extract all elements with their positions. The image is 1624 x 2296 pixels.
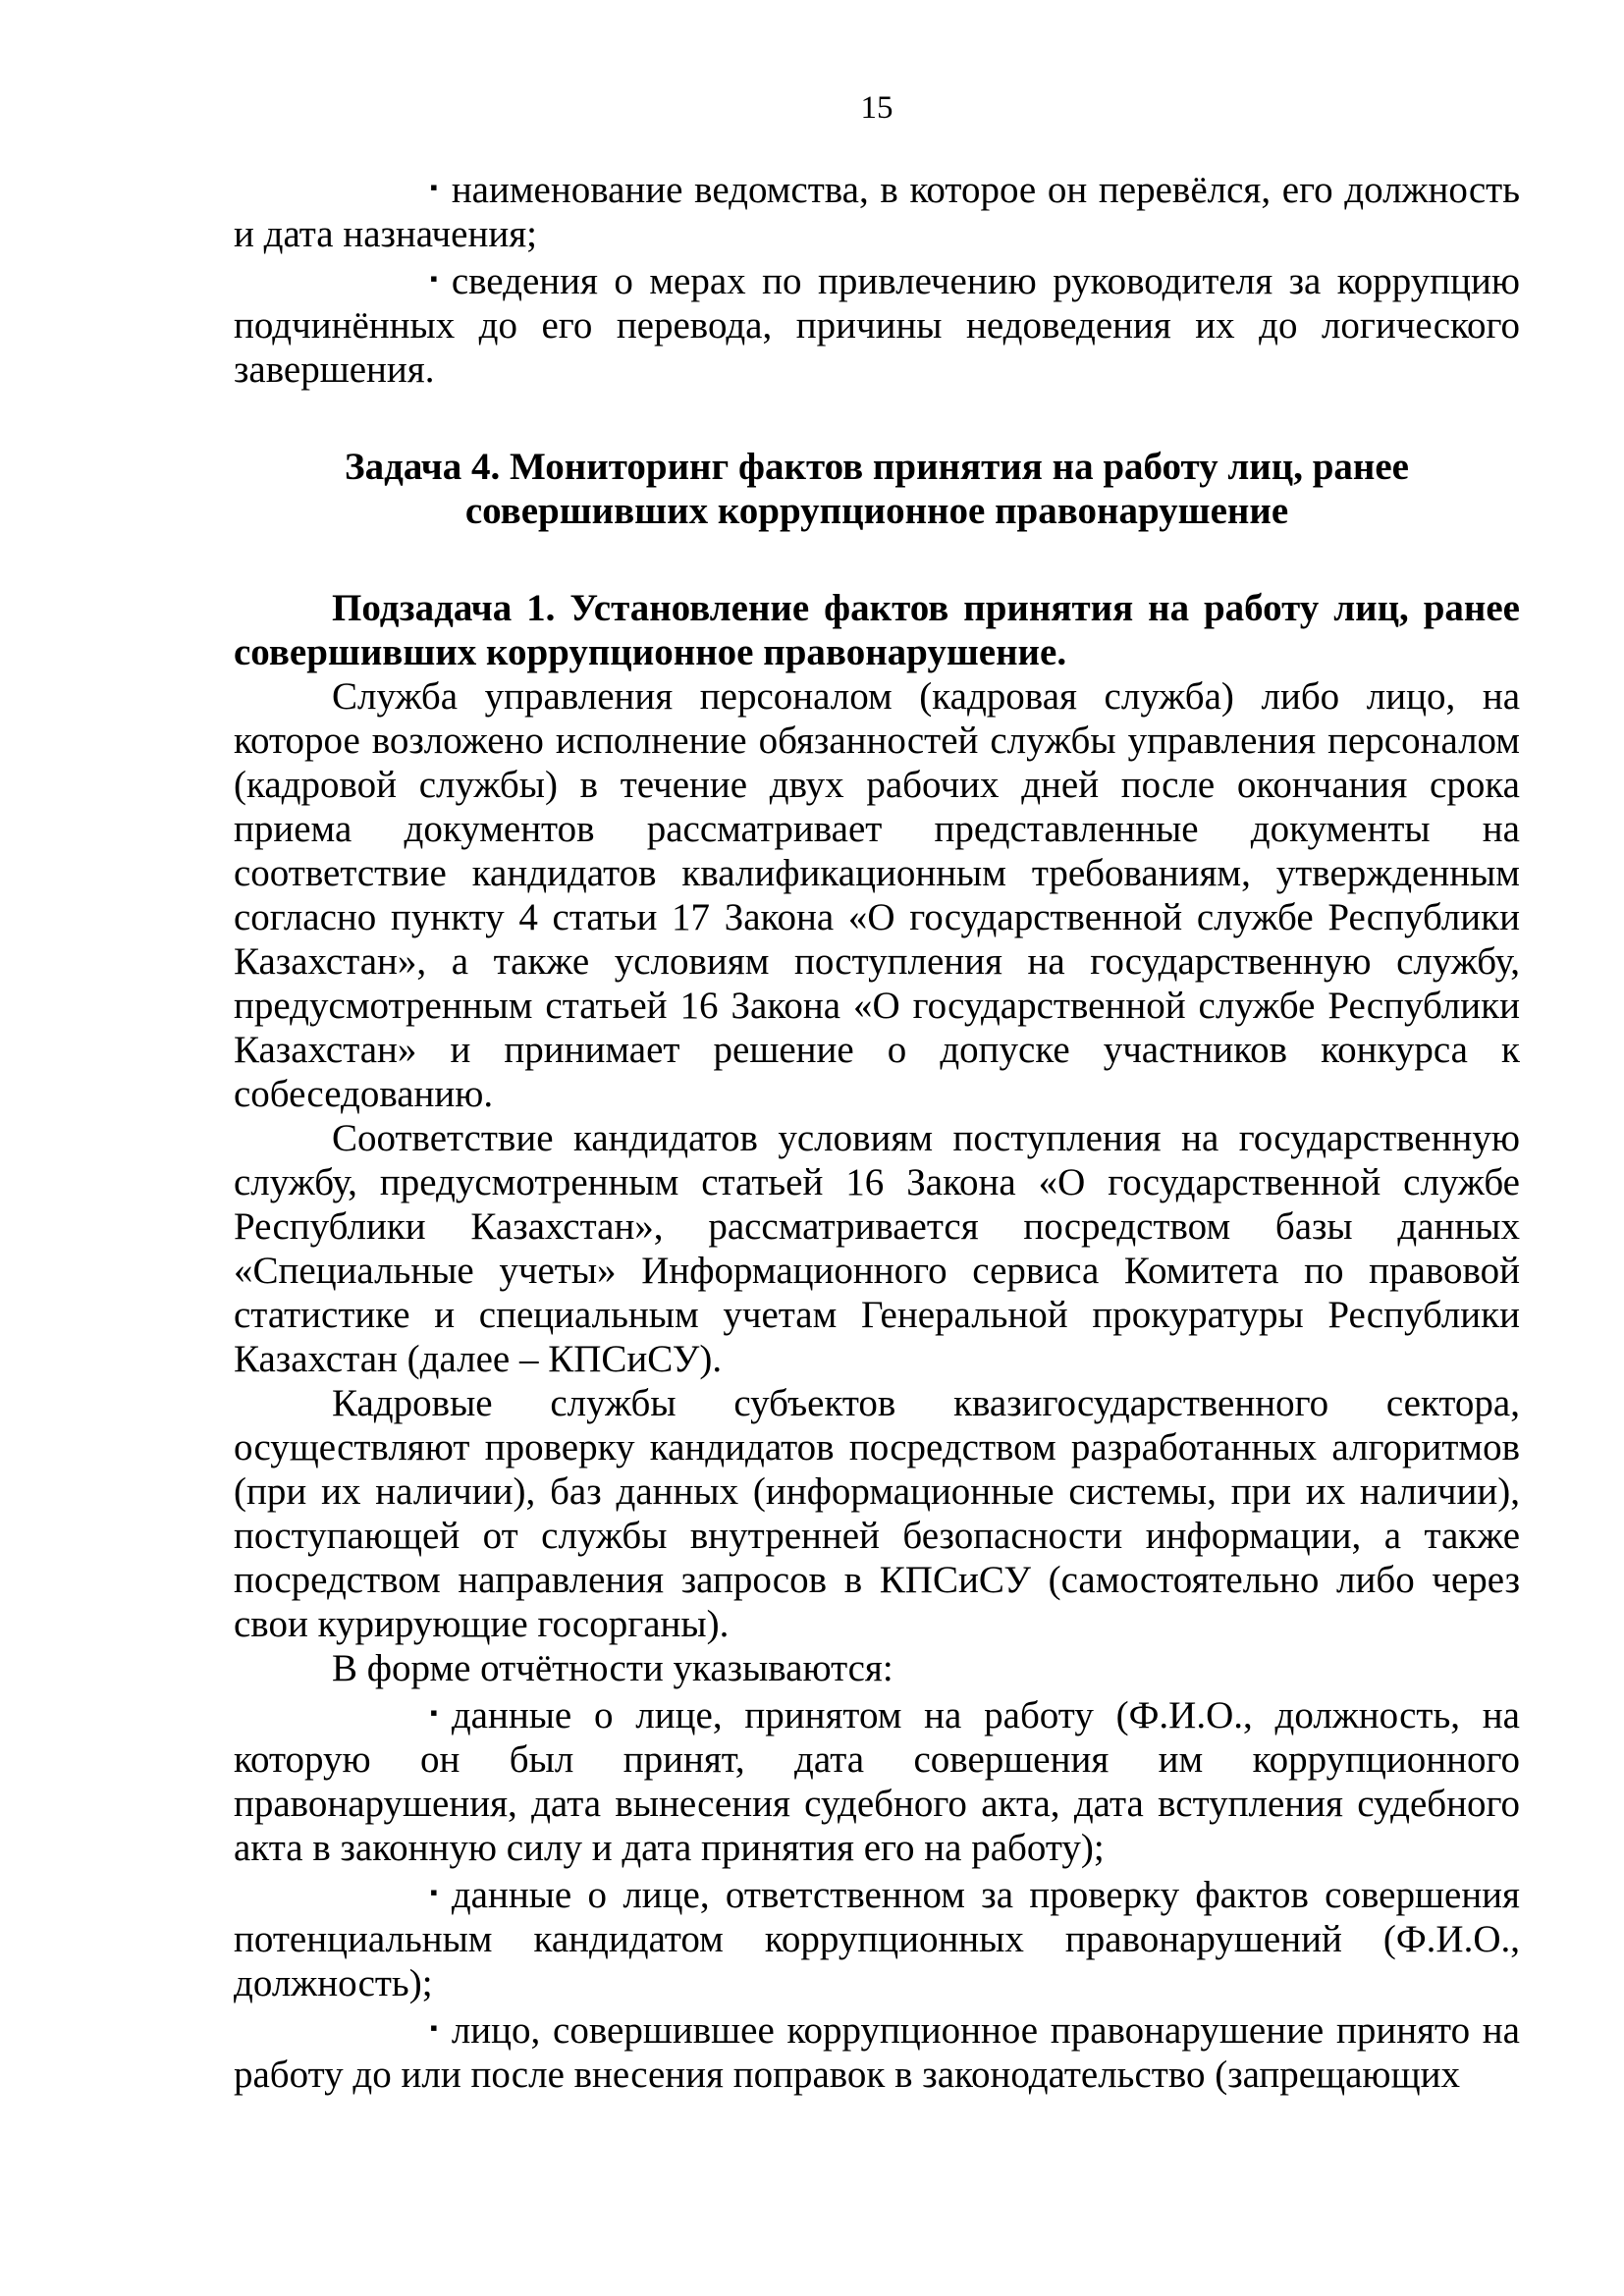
- bullet-item: [234, 1690, 1520, 1870]
- bullet-text: данные о лице, принятом на работу (Ф.И.О., должность, на которую он был принят, дата совершения им коррупционного правонарушения, дата вынесения судебного акта, дата вступления судебного акта в законную силу и дата принятия его на работу);: [234, 1694, 1520, 1869]
- bullet-text: лицо, совершившее коррупционное правонарушение принято на работу до или после внесения поправок в законодательство (запрещающих: [234, 2009, 1520, 2096]
- document-page: [234, 88, 1520, 2097]
- body-paragraph: В форме отчётности указываются:: [332, 1647, 893, 1689]
- page-number: 15: [860, 90, 893, 126]
- task-heading-line: совершивших коррупционное правонарушение: [464, 490, 1289, 532]
- bullet-marker-icon: ▪: [430, 266, 438, 291]
- subtask-heading: Подзадача 1. Установление фактов принятия на работу лиц, ранее совершивших коррупционное правонарушение.: [234, 587, 1520, 673]
- bullet-item: [234, 2005, 1520, 2097]
- bullet-text: наименование ведомства, в которое он перевёлся, его должность и дата назначения;: [234, 169, 1520, 255]
- task-heading: [234, 445, 1520, 533]
- body-paragraph: Служба управления персоналом (кадровая служба) либо лицо, на которое возложено исполнение обязанностей службы управления персоналом (кадровой службы) в течение двух рабочих дней после окончания срока приема документов рассматривает представленные документы на соответствие кандидатов квалификационным требованиям, утвержденным согласно пункту 4 статьи 17 Закона «О государственной службе Республики Казахстан», а также условиям поступления на государственную службу, предусмотренным статьей 16 Закона «О государственной службе Республики Казахстан» и принимает решение о допуске участников конкурса к собеседованию.: [234, 675, 1520, 1115]
- bullet-item: [234, 256, 1520, 392]
- bullet-marker-icon: ▪: [430, 1880, 438, 1904]
- body-paragraph: Соответствие кандидатов условиям поступления на государственную службу, предусмотренным статьей 16 Закона «О государственной службе Республики Казахстан», рассматривается посредством базы данных «Специальные учеты» Информационного сервиса Комитета по правовой статистике и специальным учетам Генеральной прокуратуры Республики Казахстан (далее – КПСиСУ).: [234, 1117, 1520, 1380]
- bullet-text: сведения о мерах по привлечению руководителя за коррупцию подчинённых до его перевода, причины недоведения их до логического завершения.: [234, 260, 1520, 391]
- bullet-item: [234, 1870, 1520, 2005]
- body-paragraph: Кадровые службы субъектов квазигосударственного сектора, осуществляют проверку кандидатов посредством разработанных алгоритмов (при их наличии), баз данных (информационные системы, при их наличии), поступающей от службы внутренней безопасности информации, а также посредством направления запросов в КПСиСУ (самостоятельно либо через свои курирующие госорганы).: [234, 1382, 1520, 1645]
- bullet-item: [234, 165, 1520, 256]
- task-heading-line: Задача 4. Мониторинг фактов принятия на работу лиц, ранее: [345, 446, 1409, 488]
- bullet-marker-icon: ▪: [430, 175, 438, 199]
- bullet-marker-icon: ▪: [430, 2015, 438, 2040]
- bullet-text: данные о лице, ответственном за проверку фактов совершения потенциальным кандидатом коррупционных правонарушений (Ф.И.О., должность);: [234, 1874, 1520, 2004]
- bullet-marker-icon: ▪: [430, 1700, 438, 1725]
